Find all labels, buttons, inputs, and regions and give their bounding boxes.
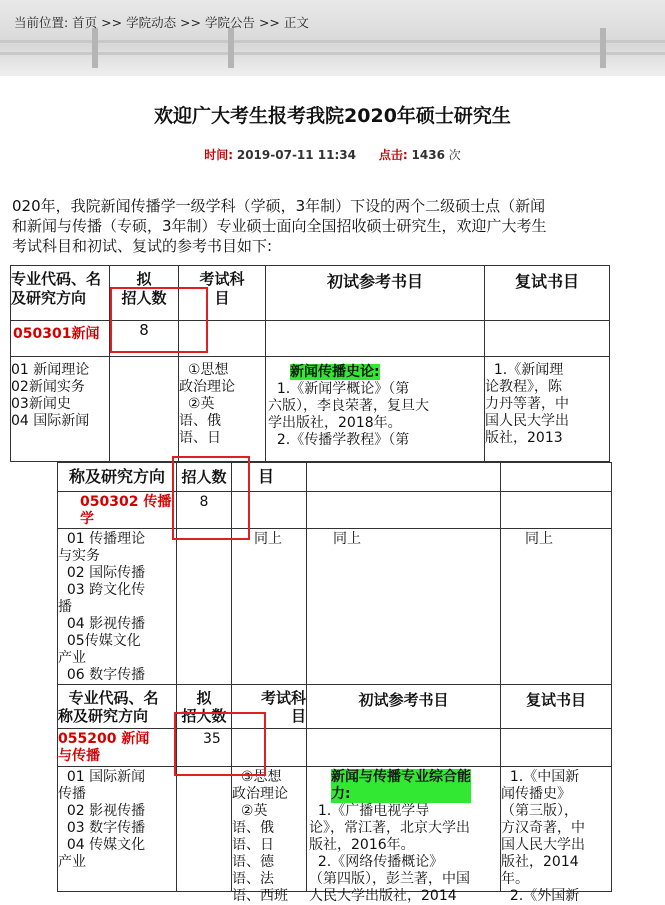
clicks-unit: 次 [448,148,461,162]
article-meta [0,146,665,163]
screenshot-panel [57,462,612,904]
books-list: 1.《新闻学概论》（第 六版），李良荣著，复旦大 学出版社，2018年。 2.《传播学教程》（第 [268,381,429,448]
header-major: 专业代码、名 及研究方向 [10,265,110,321]
article-title: 欢迎广大考生报考我院2020年硕士研究生 [154,105,511,127]
banner-stripe [0,40,665,43]
exam-subjects: ③思想 政治理论 ②英 语、俄 语、日 语、德 语、法 语、西班 [231,766,307,892]
initial-books [265,356,485,462]
empty-cell [176,528,232,685]
header-quota: 拟 招人数 [109,265,179,321]
header-books [306,462,501,492]
subjects-same: 同上 [231,528,307,685]
header-retest [500,462,612,492]
header-banner [0,0,665,76]
retest-same: 同上 [500,528,612,685]
exam-subjects: ①思想 政治理论 ②英 语、俄 语、日 [178,356,266,462]
books-heading: 新闻与传播专业综合能 力: [331,769,471,802]
empty-cell [484,320,610,357]
breadcrumb[interactable]: 当前位置: 首页 >> 学院动态 >> 学院公告 >> 正文 [14,15,309,30]
highlight-box [110,287,208,353]
research-directions: 01 国际新闻 传播 02 影视传播 03 数字传播 04 传媒文化 产业 [57,766,177,892]
empty-cell [265,320,485,357]
books-heading: 新闻传播史论: [290,364,380,380]
header-major: 专业代码、名 称及研究方向 [57,684,177,729]
books-same: 同上 [306,528,501,685]
time-value: 2019-07-11 11:34 [236,148,356,162]
major-code: 055200 新闻 与传播 [57,728,177,767]
quota-value: 35 [176,728,232,767]
header-subjects: 目 [231,462,307,492]
major-code: 050301新闻 [10,320,110,357]
header-books: 初试参考书目 [306,684,501,729]
highlight-box [174,712,266,776]
header-retest: 复试书目 [500,684,612,729]
header-subjects: 考试科 目 [178,265,266,321]
clicks-label: 点击: [378,148,408,162]
header-subjects: 考试科 目 [231,684,307,729]
header-books: 初试参考书目 [265,265,485,321]
research-directions: 01 新闻理论 02新闻实务 03新闻史 04 国际新闻 [10,356,110,462]
empty-cell [500,728,612,767]
empty-cell [306,728,501,767]
time-label: 时间: [204,148,234,162]
clicks-value: 1436 [411,148,445,162]
research-directions: 01 传播理论 与实务 02 国际传播 03 跨文化传 播 04 影视传播 05传媒文化 产业 06 数字传播 [57,528,177,685]
banner-stripe [0,52,665,55]
banner-figure [92,28,98,68]
retest-books: 1.《新闻理 论教程》，陈 力丹等著，中 国人民大学出 版社，2013 [484,356,610,462]
empty-cell [109,356,179,462]
empty-cell [176,766,232,892]
initial-books [306,766,501,904]
quota-value: 8 [109,320,179,357]
header-quota: 拟 招人数 [176,684,232,729]
quota-value: 8 [176,491,232,529]
article-intro: 020年，我院新闻传播学一级学科（学硕，3年制）下设的两个二级硕士点（新闻 和新闻与传播（专硕，3年制）专业硕士面向全国招收硕士研究生，欢迎广大考生 考试科目和初试、复试的参考书目如下: [12,197,547,255]
header-major: 称及研究方向 [57,462,177,492]
header-quota: 招人数 [176,462,232,492]
major-code: 050302 传播 学 [57,491,177,529]
banner-figure [228,28,234,68]
empty-cell [306,491,501,529]
retest-books: 1.《中国新 闻传播史》 （第三版）， 方汉奇著，中 国人民大学出 版社，2014 年。 2.《外国新 [500,766,612,892]
highlight-box [172,456,250,540]
books-list: 1.《广播电视学导 论》，常江著，北京大学出 版社，2016年。 2.《网络传播概论》 （第四版），彭兰著，中国 人民大学出版社，2014 [309,803,470,904]
empty-cell [500,491,612,529]
banner-figure [600,28,606,68]
header-retest: 复试书目 [484,265,610,321]
